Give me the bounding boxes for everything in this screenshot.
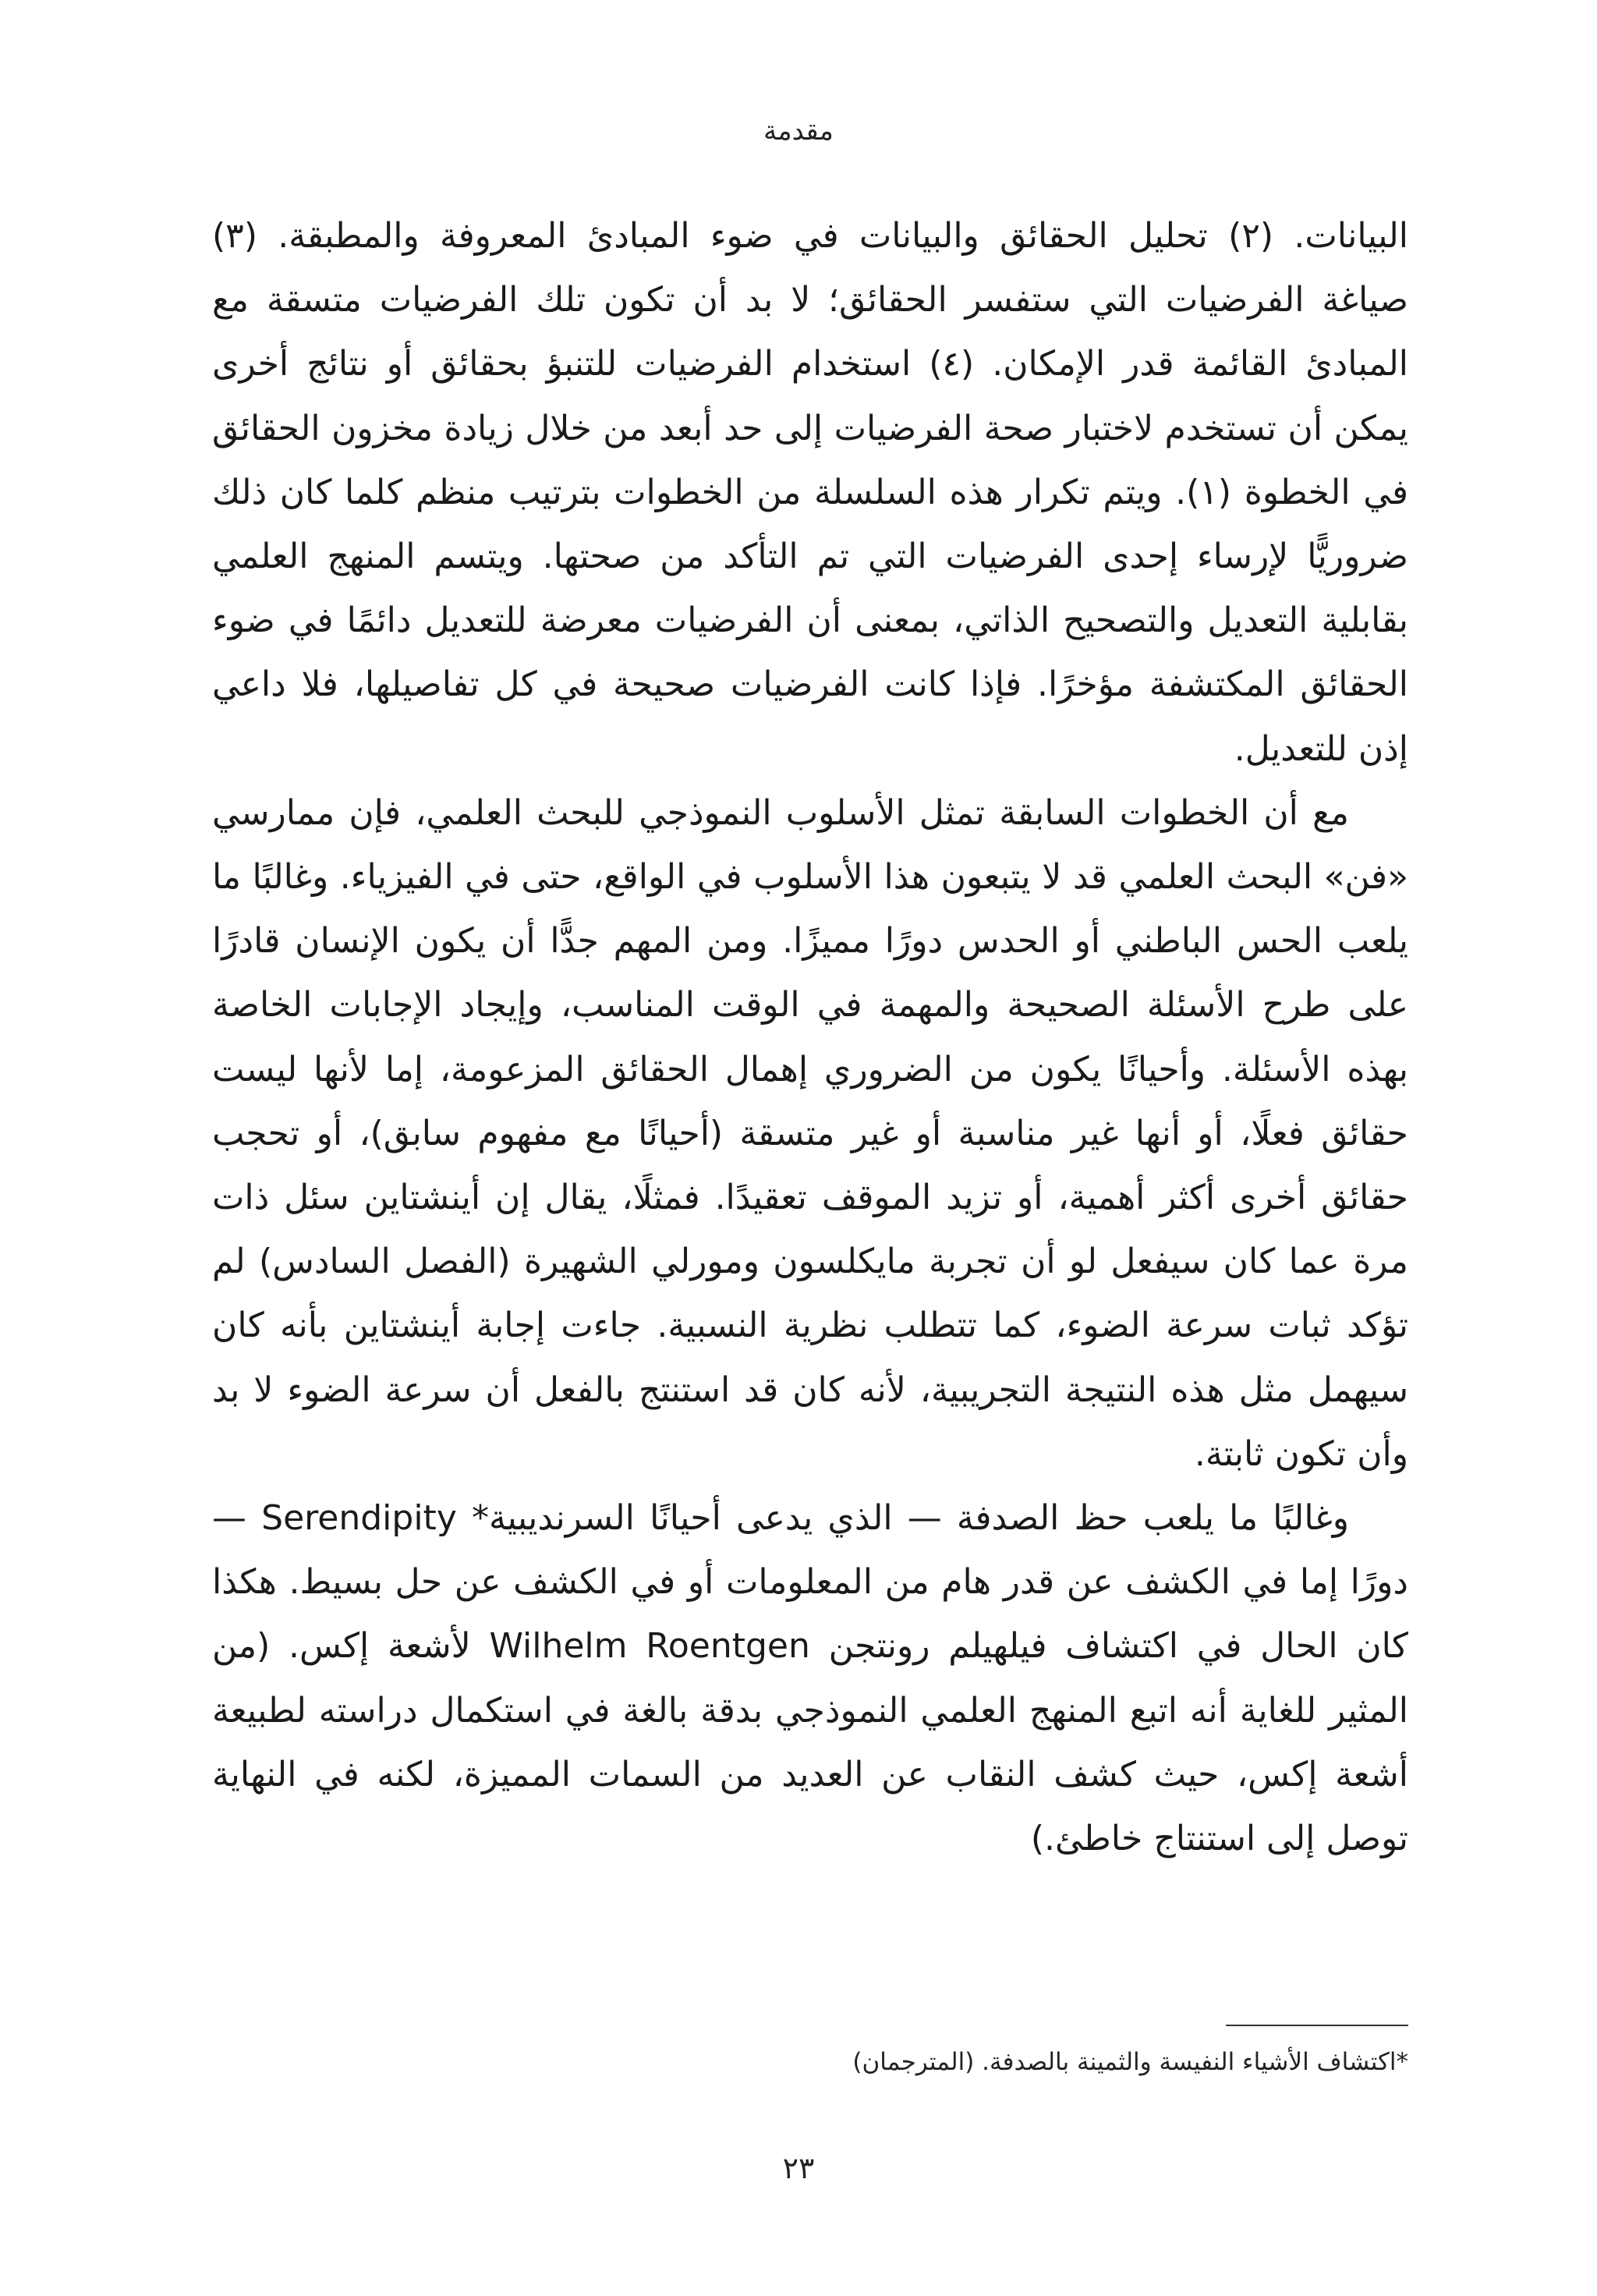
running-header: مقدمة: [763, 115, 834, 147]
paragraph-1: البيانات. (٢) تحليل الحقائق والبيانات في ضوء المبادئ المعروفة والمطبقة. (٣) صياغة الفرضيات التي ستفسر الحقائق؛ لا بد أن تكون تلك الفرضيات متسقة مع المبادئ القائمة قدر الإمكان. (٤) استخدام الفرضيات للتنبؤ بحقائق أو نتائج أخرى يمكن أن تستخدم لاختبار صحة الفرضيات إلى حد أبعد من خلال زيادة مخزون الحقائق في الخطوة (١). ويتم تكرار هذه السلسلة من الخطوات بترتيب منظم كلما كان ذلك ضروريًّا لإرساء إحدى الفرضيات التي تم التأكد من صحتها. ويتسم المنهج العلمي بقابلية التعديل والتصحيح الذاتي، بمعنى أن الفرضيات معرضة للتعديل دائمًا في ضوء الحقائق المكتشفة مؤخرًا. فإذا كانت الفرضيات صحيحة في كل تفاصيلها، فلا داعي إذن للتعديل.: [212, 216, 1409, 769]
paragraph-2: مع أن الخطوات السابقة تمثل الأسلوب النموذجي للبحث العلمي، فإن ممارسي «فن» البحث العلمي قد لا يتبعون هذا الأسلوب في الواقع، حتى في الفيزياء. وغالبًا ما يلعب الحس الباطني أو الحدس دورًا مميزًا. ومن المهم جدًّا أن يكون الإنسان قادرًا على طرح الأسئلة الصحيحة والمهمة في الوقت المناسب، وإيجاد الإجابات الخاصة بهذه الأسئلة. وأحيانًا يكون من الضروري إهمال الحقائق المزعومة، إما لأنها ليست حقائق فعلًا، أو أنها غير مناسبة أو غير متسقة (أحيانًا مع مفهوم سابق)، أو تحجب حقائق أخرى أكثر أهمية، أو تزيد الموقف تعقيدًا. فمثلًا، يقال إن أينشتاين سئل ذات مرة عما كان سيفعل لو أن تجربة مايكلسون ومورلي الشهيرة (الفصل السادس) لم تؤكد ثبات سرعة الضوء، كما تتطلب نظرية النسبية. جاءت إجابة أينشتاين بأنه كان سيهمل مثل هذه النتيجة التجريبية، لأنه كان قد استنتج بالفعل أن سرعة الضوء لا بد وأن تكون ثابتة.: [212, 792, 1408, 1474]
page-number: ٢٣: [782, 2151, 815, 2185]
footnote: *اكتشاف الأشياء النفيسة والثمينة بالصدفة. (المترجمان): [852, 2048, 1408, 2076]
body-text: [212, 204, 1408, 1871]
footnote-separator: [1226, 2025, 1408, 2026]
paragraph-3: وغالبًا ما يلعب حظ الصدفة — الذي يدعى أحيانًا السرنديبية* Serendipity — دورًا إما في الكشف عن قدر هام من المعلومات أو في الكشف عن حل بسيط. هكذا كان الحال في اكتشاف فيلهيلم رونتجن Wilhelm Roentgen لأشعة إكس. (من المثير للغاية أنه اتبع المنهج العلمي النموذجي بدقة بالغة في استكمال دراسته لطبيعة أشعة إكس، حيث كشف النقاب عن العديد من السمات المميزة، لكنه في النهاية توصل إلى استنتاج خاطئ.): [212, 1498, 1409, 1859]
